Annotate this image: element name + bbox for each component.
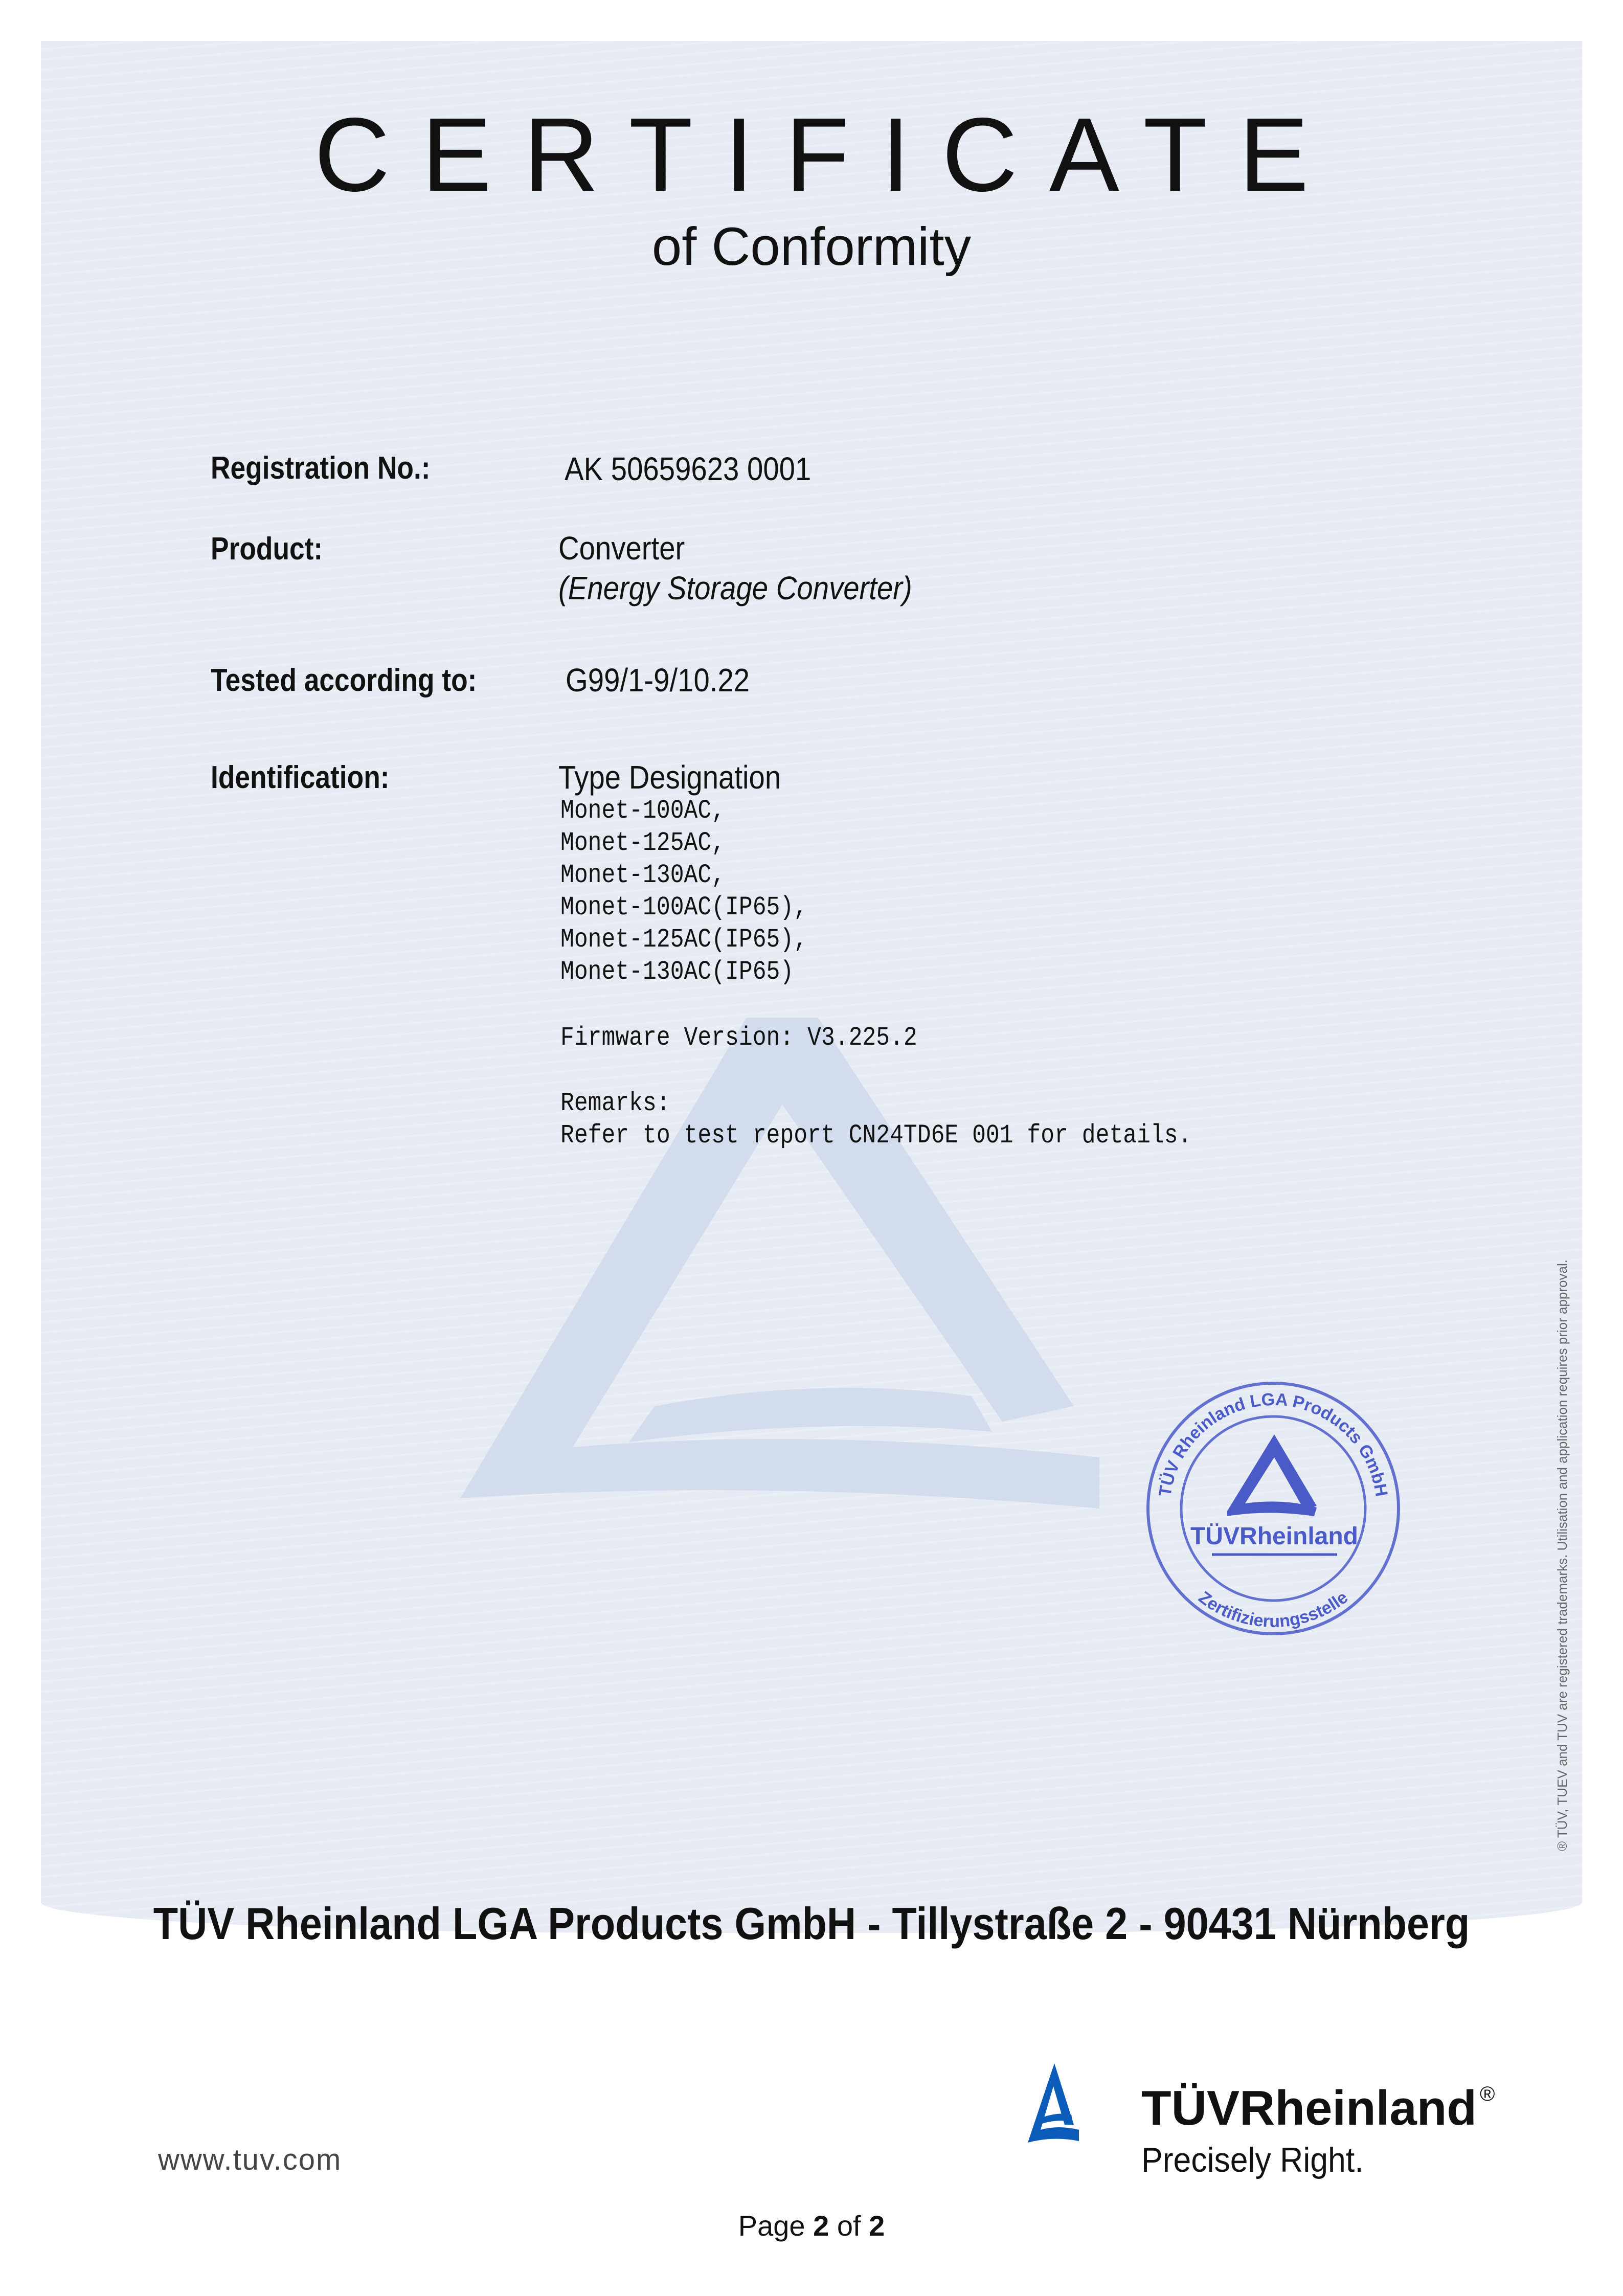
product-label: Product: <box>211 531 323 567</box>
model-item: Monet-125AC(IP65), <box>560 925 808 955</box>
stamp-inner-text: TÜVRheinland <box>1190 1523 1359 1550</box>
page-prefix: Page <box>738 2210 805 2242</box>
model-item: Monet-125AC, <box>560 828 726 858</box>
tuv-logo-wordmark <box>1141 2081 1495 2135</box>
model-item: Monet-100AC(IP65), <box>560 892 808 922</box>
page-current: 2 <box>813 2210 829 2242</box>
company-address: TÜV Rheinland LGA Products GmbH - Tillystraße 2 - 90431 Nürnberg <box>153 1898 1470 1949</box>
certificate-background-panel <box>41 41 1582 1933</box>
product-value: Converter <box>558 530 685 567</box>
type-designation-heading: Type Designation <box>558 759 781 796</box>
remarks-label: Remarks: <box>560 1088 670 1118</box>
page-indicator <box>0 2212 1623 2240</box>
logo-registered-mark: ® <box>1480 2083 1495 2105</box>
stamp-bottom-text: Zertifizierungsstelle <box>1194 1587 1352 1631</box>
page-of: of <box>837 2210 861 2242</box>
registration-value: AK 50659623 0001 <box>565 451 812 487</box>
certificate-title: CERTIFICATE <box>314 96 1341 213</box>
remarks-text: Refer to test report CN24TD6E 001 for details. <box>560 1120 1192 1151</box>
page-total: 2 <box>869 2210 885 2242</box>
tested-label: Tested according to: <box>211 663 477 698</box>
watermark-triangle-icon <box>460 997 1099 1519</box>
firmware-version: Firmware Version: V3.225.2 <box>560 1023 917 1053</box>
logo-tagline: Precisely Right. <box>1141 2141 1364 2179</box>
website-link[interactable]: www.tuv.com <box>158 2143 342 2176</box>
certification-stamp-icon <box>1140 1376 1406 1641</box>
tested-value: G99/1-9/10.22 <box>566 662 750 699</box>
identification-label: Identification: <box>211 760 390 795</box>
tuv-logo-triangle-icon <box>1028 2058 1079 2145</box>
trademark-note: ® TÜV, TUEV and TUV are registered trademarks. Utilisation and application requires prior approval. <box>1554 1259 1570 1851</box>
product-detail: (Energy Storage Converter) <box>558 570 912 606</box>
model-item: Monet-130AC, <box>560 860 726 890</box>
certificate-subtitle: of Conformity <box>651 217 972 277</box>
registration-label: Registration No.: <box>211 451 431 486</box>
model-item: Monet-130AC(IP65) <box>560 957 794 987</box>
model-item: Monet-100AC, <box>560 796 726 826</box>
stamp-outer-text: TÜV Rheinland LGA Products GmbH <box>1155 1389 1391 1498</box>
logo-name: TÜVRheinland <box>1141 2081 1477 2135</box>
